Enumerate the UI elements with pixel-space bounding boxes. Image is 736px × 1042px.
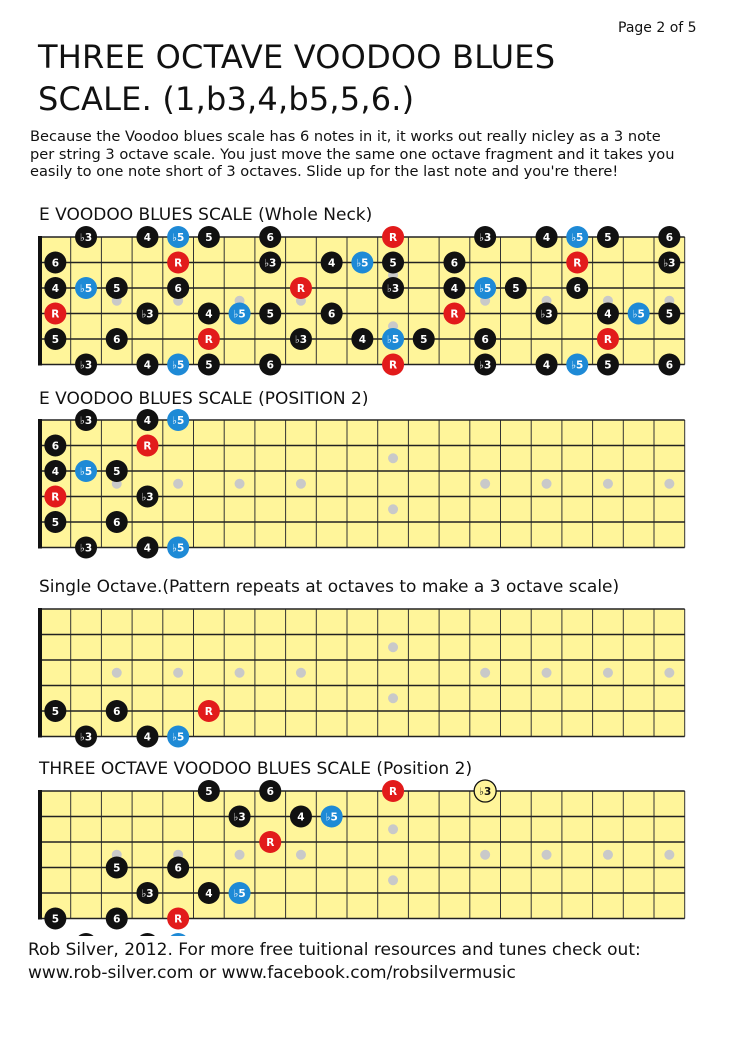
note-marker-6 (106, 328, 128, 350)
note-label: 5 (604, 232, 612, 244)
note-marker-6 (106, 908, 128, 930)
note-label: ♭5 (325, 811, 338, 824)
three-octave-heading: THREE OCTAVE VOODOO BLUES SCALE (Position 2) (39, 759, 473, 779)
note-marker-4 (536, 354, 558, 376)
note-label: 4 (143, 731, 152, 744)
note-label: R (174, 257, 183, 270)
note-marker-4 (136, 933, 158, 936)
note-marker-b5 (75, 460, 97, 482)
footer-credit: Rob Silver, 2012. For more free tuitional resources and tunes check out: (28, 940, 641, 960)
note-label: ♭5 (172, 415, 185, 427)
note-marker-R (259, 831, 281, 853)
single-octave-heading: Single Octave.(Pattern repeats at octaves to make a 3 octave scale) (39, 577, 620, 597)
page-number: Page 2 of 5 (618, 20, 697, 36)
note-label: 6 (665, 232, 674, 244)
note-marker-R (44, 303, 66, 325)
note-marker-b3 (75, 537, 97, 559)
note-marker-4 (198, 882, 220, 904)
fretboard-background (40, 609, 685, 737)
note-label: 4 (143, 359, 152, 372)
note-marker-5 (413, 328, 435, 350)
note-label: 5 (512, 283, 520, 295)
fret-inlay (603, 479, 613, 489)
note-label: ♭3 (79, 415, 93, 427)
fret-inlay (542, 850, 552, 860)
fret-inlay (173, 479, 183, 489)
note-label: 5 (51, 706, 60, 718)
note-label: ♭3 (79, 359, 93, 372)
note-label: ♭3 (663, 257, 676, 270)
position-2-heading: E VOODOO BLUES SCALE (POSITION 2) (39, 389, 369, 409)
note-marker-4 (136, 409, 158, 431)
page-title-line-1: THREE OCTAVE VOODOO BLUES (38, 38, 556, 76)
note-marker-b5 (566, 226, 588, 248)
fret-inlay (664, 668, 674, 678)
note-marker-b5 (321, 806, 343, 828)
note-label: R (389, 232, 398, 244)
note-marker-b3 (136, 486, 158, 508)
note-marker-5 (597, 354, 619, 376)
note-marker-R (597, 328, 619, 350)
note-label: ♭3 (386, 283, 400, 295)
note-marker-R (198, 328, 220, 350)
note-marker-5 (198, 226, 220, 248)
note-label: 4 (297, 811, 305, 824)
fret-inlay (603, 850, 613, 860)
note-label: ♭3 (479, 359, 492, 372)
note-marker-4 (44, 460, 66, 482)
note-label: ♭3 (141, 308, 154, 321)
note-label: 6 (113, 517, 121, 529)
note-label: 4 (143, 232, 152, 244)
note-label: ♭5 (233, 888, 246, 900)
note-label: 4 (51, 283, 60, 295)
note-label: ♭5 (172, 542, 185, 555)
fretboard-background (40, 420, 685, 548)
intro-text-line-2: per string 3 octave scale. You just move the same one octave fragment and it takes you (30, 146, 675, 163)
fret-inlay (296, 850, 306, 860)
note-label: ♭5 (632, 308, 645, 321)
intro-text-line-1: Because the Voodoo blues scale has 6 notes in it, it works out really nicley as a 3 note (30, 128, 661, 145)
note-marker-b5 (229, 882, 251, 904)
note-marker-R (382, 354, 404, 376)
note-marker-6 (658, 354, 680, 376)
note-marker-b5 (167, 933, 189, 936)
fret-inlay (388, 642, 398, 652)
note-marker-b5 (167, 537, 189, 559)
note-marker-b5 (167, 726, 189, 748)
note-label: 4 (143, 542, 152, 555)
fret-inlay (388, 453, 398, 463)
whole-neck-heading: E VOODOO BLUES SCALE (Whole Neck) (39, 205, 373, 225)
note-label: 6 (266, 786, 274, 798)
note-label: 6 (174, 862, 182, 875)
note-marker-4 (136, 726, 158, 748)
note-label: ♭3 (141, 491, 154, 504)
note-label: R (389, 359, 398, 372)
note-marker-6 (167, 857, 189, 879)
note-label: 6 (327, 308, 336, 321)
note-label: 5 (205, 359, 213, 372)
note-marker-b5 (351, 252, 373, 274)
note-marker-5 (44, 908, 66, 930)
fret-inlay (173, 668, 183, 678)
note-label: ♭3 (294, 334, 308, 346)
fret-inlay (112, 668, 122, 678)
fret-inlay (603, 668, 613, 678)
fret-inlay (542, 479, 552, 489)
footer-links: www.rob-silver.com or www.facebook.com/robsilvermusic (28, 963, 516, 983)
fret-inlay (480, 850, 490, 860)
note-label: ♭5 (172, 731, 185, 744)
note-marker-6 (658, 226, 680, 248)
fret-inlay (388, 824, 398, 834)
note-label: 5 (205, 786, 213, 798)
fret-inlay (388, 504, 398, 514)
note-label: R (389, 786, 398, 798)
note-marker-4 (536, 226, 558, 248)
note-marker-6 (106, 700, 128, 722)
note-marker-6 (167, 277, 189, 299)
note-marker-b3 (382, 277, 404, 299)
note-marker-5 (382, 252, 404, 274)
note-marker-b3 (75, 226, 97, 248)
note-label: ♭5 (79, 466, 93, 478)
note-label: ♭5 (571, 359, 584, 372)
note-label: 5 (266, 308, 274, 321)
whole-neck-fretboard (0, 222, 736, 382)
note-label: 4 (542, 359, 551, 372)
note-label: 5 (51, 517, 60, 529)
note-label: 6 (51, 257, 60, 270)
note-label: ♭5 (172, 232, 185, 244)
fret-inlay (296, 668, 306, 678)
note-marker-b3 (75, 354, 97, 376)
single-octave-fretboard (0, 594, 736, 754)
note-marker-6 (474, 328, 496, 350)
note-label: R (51, 491, 60, 504)
note-marker-R (198, 700, 220, 722)
note-marker-6 (259, 226, 281, 248)
note-label: 5 (113, 466, 121, 478)
fret-inlay (480, 479, 490, 489)
note-marker-6 (44, 252, 66, 274)
note-label: 4 (143, 415, 152, 427)
note-marker-4 (290, 806, 312, 828)
note-label: R (143, 440, 152, 453)
fret-inlay (542, 668, 552, 678)
note-label: 5 (113, 862, 121, 875)
note-label: 6 (174, 283, 182, 295)
position-2-fretboard (0, 405, 736, 565)
note-marker-4 (136, 537, 158, 559)
note-marker-4 (597, 303, 619, 325)
note-label: 6 (665, 359, 674, 372)
note-marker-b5 (382, 328, 404, 350)
note-marker-R (382, 226, 404, 248)
note-label: 4 (450, 283, 459, 295)
note-marker-R (566, 252, 588, 274)
note-marker-b5 (566, 354, 588, 376)
note-label: 4 (327, 257, 336, 270)
note-label: 5 (604, 359, 612, 372)
note-marker-b5 (167, 409, 189, 431)
note-marker-b3 (136, 303, 158, 325)
fret-inlay (664, 850, 674, 860)
nut (38, 236, 42, 366)
note-marker-5 (44, 328, 66, 350)
note-marker-b3 (75, 933, 97, 936)
note-label: 5 (51, 334, 60, 346)
note-marker-5 (505, 277, 527, 299)
note-label: R (266, 837, 275, 849)
note-label: 4 (51, 466, 60, 478)
note-marker-5 (259, 303, 281, 325)
note-marker-4 (136, 354, 158, 376)
note-marker-b3 (259, 252, 281, 274)
note-marker-5 (44, 511, 66, 533)
note-marker-6 (106, 511, 128, 533)
note-marker-b3 (658, 252, 680, 274)
note-marker-6 (259, 780, 281, 802)
fret-inlay (664, 479, 674, 489)
note-marker-4 (44, 277, 66, 299)
note-label: ♭5 (172, 359, 185, 372)
note-label: 5 (389, 257, 397, 270)
note-marker-b3 (75, 726, 97, 748)
note-marker-5 (44, 700, 66, 722)
note-label: ♭3 (479, 232, 492, 244)
note-label: 6 (573, 283, 581, 295)
note-marker-5 (106, 460, 128, 482)
note-label: R (603, 334, 612, 346)
note-marker-b3 (75, 409, 97, 431)
note-label: 5 (665, 308, 674, 321)
three-octave-fretboard (0, 776, 736, 936)
note-marker-4 (321, 252, 343, 274)
note-label: R (174, 913, 183, 926)
note-marker-6 (566, 277, 588, 299)
note-label: ♭5 (356, 257, 369, 270)
fret-inlay (480, 668, 490, 678)
note-marker-b3 (474, 226, 496, 248)
note-marker-b5 (167, 226, 189, 248)
note-label: ♭3 (264, 257, 277, 270)
note-label: ♭5 (79, 283, 93, 295)
note-label: ♭3 (79, 232, 93, 244)
note-marker-b5 (167, 354, 189, 376)
note-marker-R (443, 303, 465, 325)
note-label: 5 (420, 334, 428, 346)
note-label: ♭5 (386, 334, 400, 346)
fret-inlay (235, 668, 245, 678)
note-label: 6 (51, 440, 60, 453)
note-label: 6 (266, 232, 274, 244)
note-label: 5 (205, 232, 213, 244)
note-label: 4 (205, 308, 213, 321)
page-title-line-2: SCALE. (1,b3,4,b5,5,6.) (38, 80, 415, 118)
note-label: 4 (542, 232, 551, 244)
note-marker-b3 (229, 806, 251, 828)
nut (38, 419, 42, 549)
note-marker-R (290, 277, 312, 299)
note-label: 6 (113, 913, 121, 926)
note-label: ♭3 (79, 731, 93, 744)
note-marker-4 (136, 226, 158, 248)
note-marker-R (167, 908, 189, 930)
note-label: ♭5 (233, 308, 246, 321)
note-marker-R (44, 486, 66, 508)
note-marker-5 (658, 303, 680, 325)
note-label: 6 (481, 334, 489, 346)
note-label: R (204, 334, 213, 346)
note-marker-b3 (474, 780, 496, 802)
note-label: R (573, 257, 582, 270)
note-label: ♭3 (479, 786, 492, 798)
note-label: R (296, 283, 305, 295)
note-label: ♭3 (540, 308, 553, 321)
note-marker-R (136, 435, 158, 457)
note-marker-4 (198, 303, 220, 325)
note-label: 6 (113, 706, 121, 718)
note-marker-5 (198, 780, 220, 802)
note-marker-6 (44, 435, 66, 457)
note-label: ♭5 (571, 232, 584, 244)
note-label: 4 (358, 334, 367, 346)
note-marker-R (382, 780, 404, 802)
note-dot (75, 933, 97, 936)
note-marker-5 (198, 354, 220, 376)
note-label: ♭3 (233, 811, 246, 824)
note-marker-b3 (136, 882, 158, 904)
note-marker-5 (106, 277, 128, 299)
fret-inlay (388, 875, 398, 885)
note-marker-5 (106, 857, 128, 879)
note-marker-6 (259, 354, 281, 376)
note-label: R (204, 706, 213, 718)
note-marker-4 (351, 328, 373, 350)
fret-inlay (235, 850, 245, 860)
note-label: 6 (113, 334, 121, 346)
note-marker-4 (443, 277, 465, 299)
fret-inlay (235, 479, 245, 489)
note-marker-6 (443, 252, 465, 274)
note-label: R (51, 308, 60, 321)
note-marker-b5 (474, 277, 496, 299)
note-marker-6 (321, 303, 343, 325)
note-marker-b5 (628, 303, 650, 325)
intro-text-line-3: easily to one note short of 3 octaves. Slide up for the last note and you're there! (30, 163, 619, 180)
note-dot (167, 933, 189, 936)
fretboard-background (40, 791, 685, 919)
note-marker-b3 (536, 303, 558, 325)
note-label: ♭3 (141, 888, 154, 900)
note-label: ♭5 (479, 283, 492, 295)
note-marker-b5 (75, 277, 97, 299)
note-marker-b3 (290, 328, 312, 350)
note-label: 4 (205, 888, 213, 900)
note-marker-R (167, 252, 189, 274)
note-marker-5 (597, 226, 619, 248)
note-label: 5 (51, 913, 60, 926)
note-label: ♭3 (79, 542, 93, 555)
note-marker-b3 (474, 354, 496, 376)
note-label: 6 (266, 359, 274, 372)
nut (38, 608, 42, 738)
note-label: 4 (604, 308, 612, 321)
note-marker-b5 (229, 303, 251, 325)
fret-inlay (296, 479, 306, 489)
note-label: 5 (113, 283, 121, 295)
note-dot (136, 933, 158, 936)
note-label: R (450, 308, 459, 321)
note-label: 6 (450, 257, 459, 270)
nut (38, 790, 42, 920)
fret-inlay (388, 693, 398, 703)
